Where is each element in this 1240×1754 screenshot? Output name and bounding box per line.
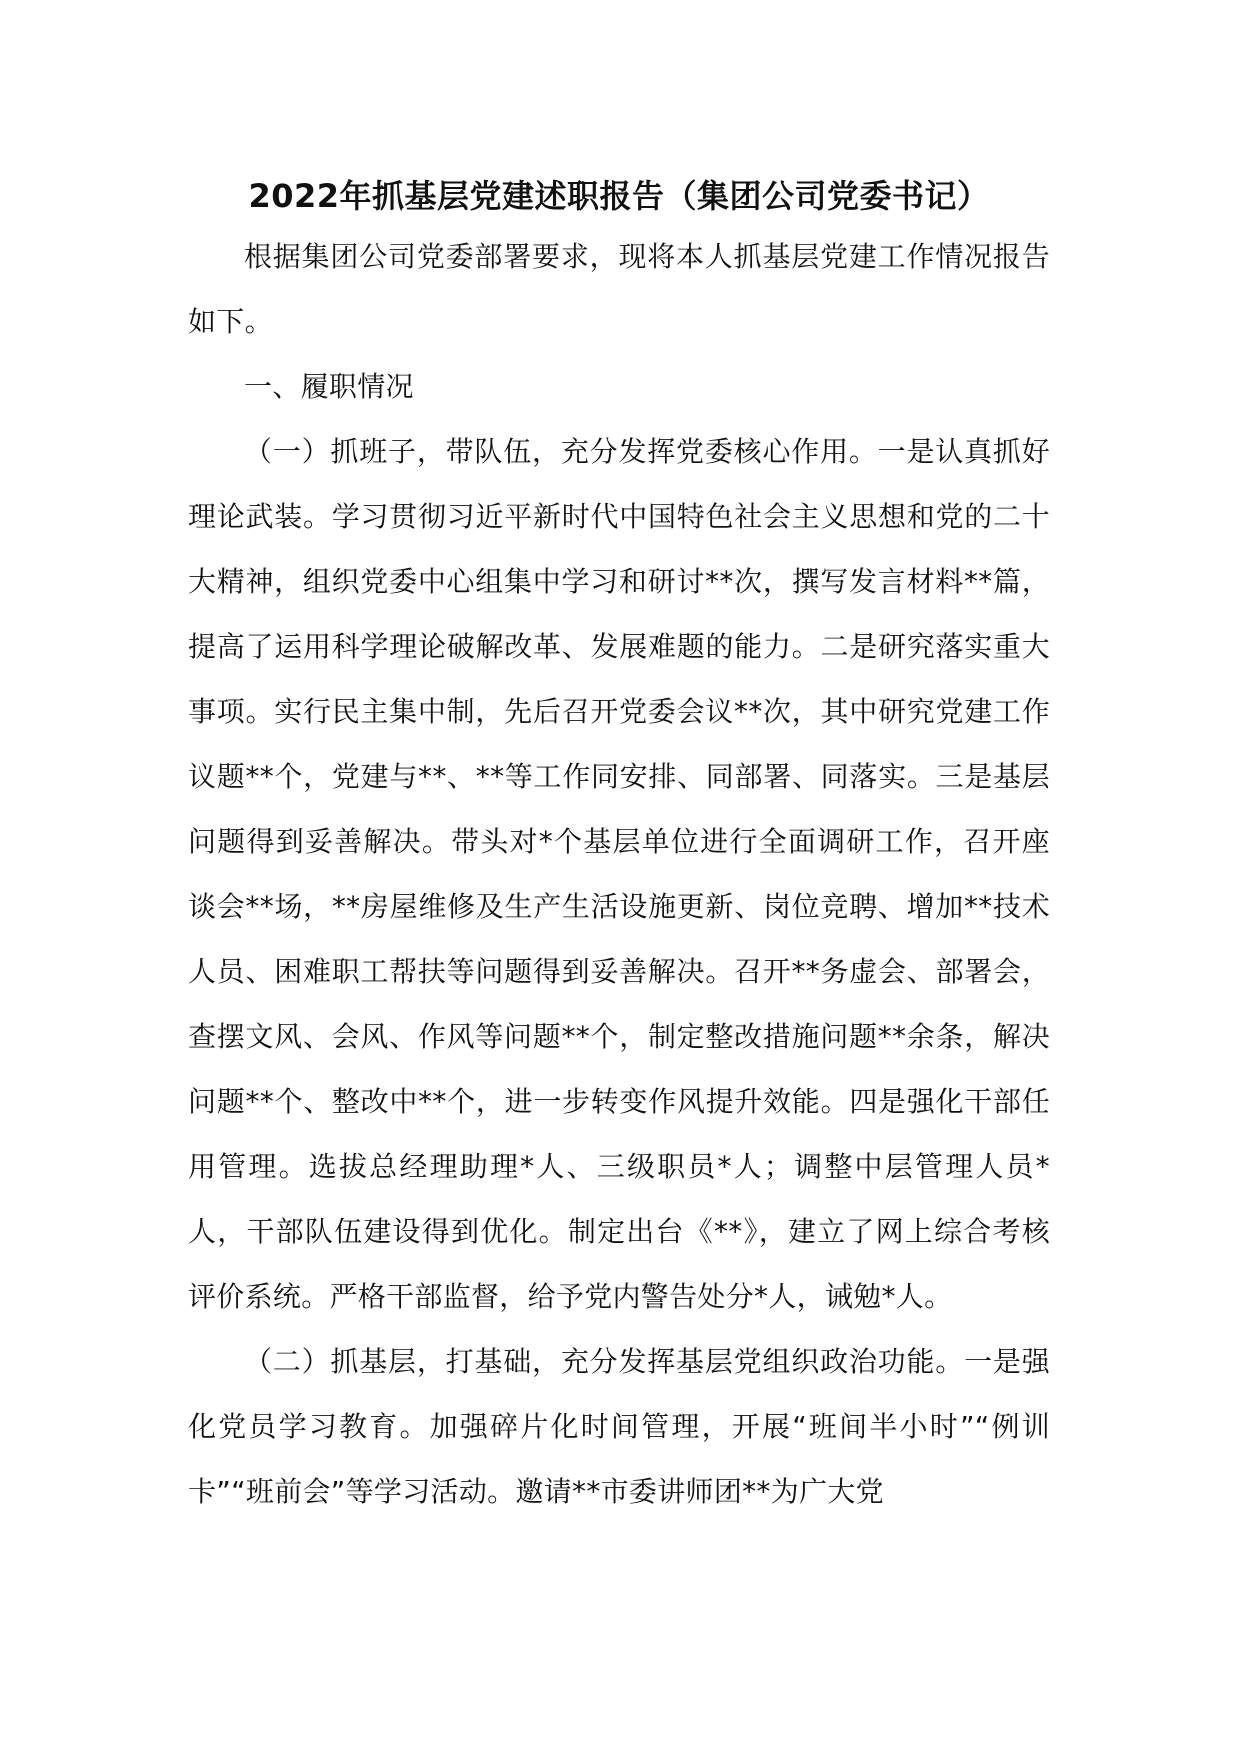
section-heading-1: 一、履职情况 xyxy=(244,370,414,403)
document-title: 2022年抓基层党建述职报告（集团公司党委书记） xyxy=(248,177,990,215)
paragraph-section-1-1: （一）抓班子，带队伍，充分发挥党委核心作用。一是认真抓好理论武装。学习贯彻习近平新时代中国特色社会主义思想和党的二十大精神，组织党委中心组集中学习和研讨**次，撰写发言材料**篇，提高了运用科学理论破解改革、发展难题的能力。二是研究落实重大事项。实行民主集中制，先后召开党委会议**次，其中研究党建工作议题**个，党建与**、**等工作同安排、同部署、同落实。三是基层问题得到妥善解决。带头对*个基层单位进行全面调研工作，召开座谈会**场，**房屋维修及生产生活设施更新、岗位竞聘、增加**技术人员、困难职工帮扶等问题得到妥善解决。召开**务虚会、部署会，查摆文风、会风、作风等问题**个，制定整改措施问题**余条，解决问题**个、整改中**个，进一步转变作风提升效能。四是强化干部任用管理。选拔总经理助理*人、三级职员*人；调整中层管理人员*人，干部队伍建设得到优化。制定出台《**》，建立了网上综合考核评价系统。严格干部监督，给予党内警告处分*人，诫勉*人。 xyxy=(188,435,1050,1313)
paragraph-section-1-2: （二）抓基层，打基础，充分发挥基层党组织政治功能。一是强化党员学习教育。加强碎片化时间管理，开展“班间半小时”“例训卡”“班前会”等学习活动。邀请**市委讲师团**为广大党 xyxy=(188,1345,1050,1508)
paragraph-intro: 根据集团公司党委部署要求，现将本人抓基层党建工作情况报告如下。 xyxy=(188,240,1050,338)
document-body xyxy=(188,168,1050,1524)
